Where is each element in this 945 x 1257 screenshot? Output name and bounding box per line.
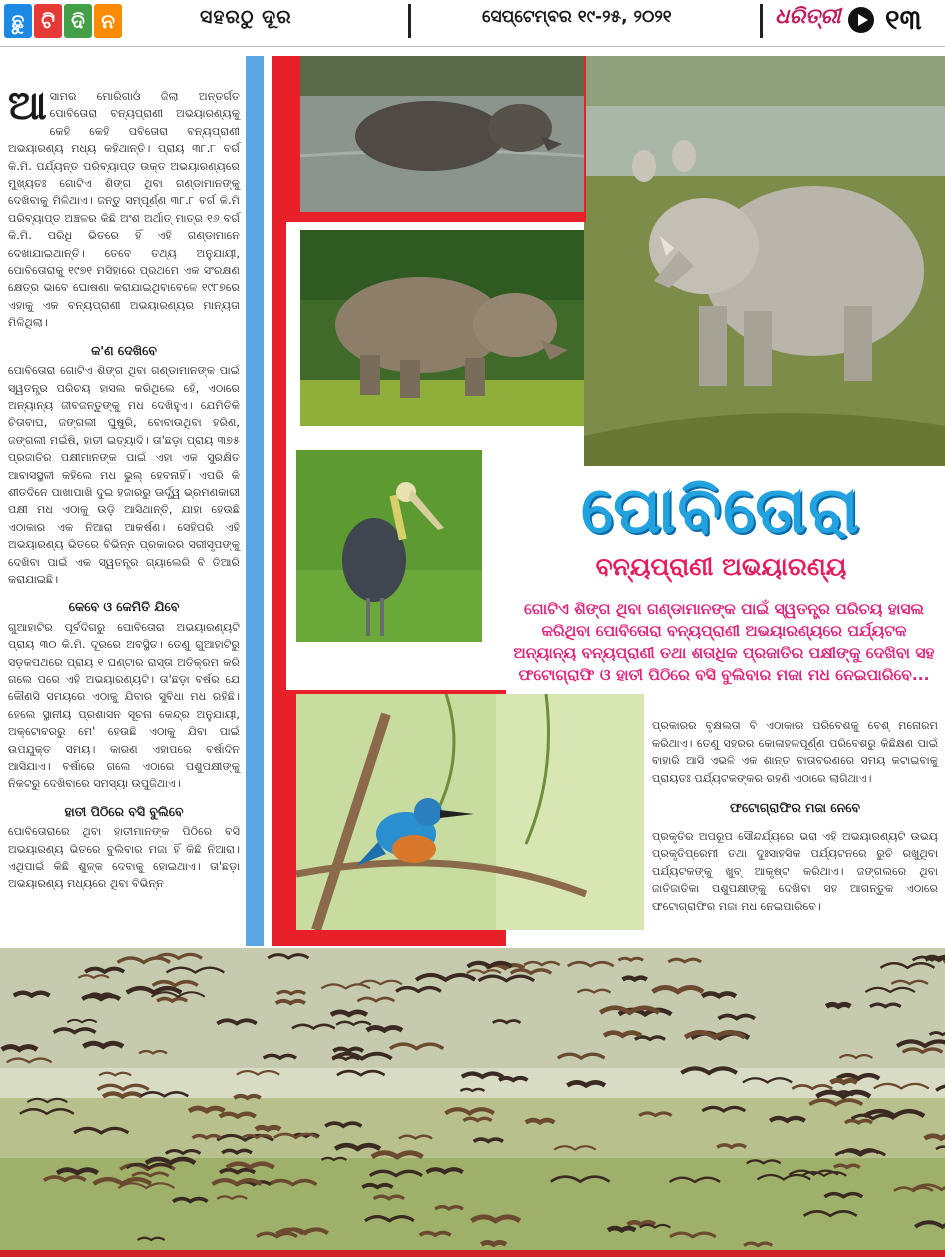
logo-letter: ଛୁ: [4, 4, 32, 38]
bird-shape: [608, 1228, 635, 1230]
issue-date: ସେପ୍ଟେମ୍ବର ୧୯-୨୫, ୨୦୨୧: [482, 7, 672, 27]
bird-shape: [826, 1004, 850, 1006]
header-divider: [760, 4, 763, 38]
bird-shape: [567, 1082, 605, 1085]
decorative-red-bar: [272, 56, 286, 946]
bird-shape: [499, 1078, 527, 1080]
page-number: ୧୩: [885, 3, 922, 36]
bird-shape: [89, 995, 113, 997]
bird-shape: [333, 1049, 363, 1051]
bird-shape: [831, 1080, 857, 1082]
article-subtitle: ବନ୍ୟପ୍ରାଣୀ ଅଭୟାରଣ୍ୟ: [595, 552, 847, 581]
bird-shape: [623, 978, 647, 980]
photo-kingfisher: [296, 694, 644, 930]
article-title: ପୋବିତୋରା: [581, 474, 861, 548]
bird-shape: [256, 1127, 280, 1129]
paragraph-when-how: ଗୁଆହାଟିର ପୂର୍ବଦିଗରୁ ପୋବିତୋରା ଅଭୟାରଣ୍ୟଟି ପ୍ରାୟ ୩୦ କି.ମି. ଦୂରରେ ଅବସ୍ଥିତ। ତେଣୁ ଗୁଆହାଟିରୁ ସଡ଼କପଥରେ ପ୍ରାୟ ୧ ଘଣ୍ଟାର ରାସ୍ତା ଅତିକ୍ରମ କରି ଗଲେ ପରେ ଏହି ଅଭୟାରଣ୍ୟଟି। ତା'ଛଡ଼ା ବର୍ଷର ଯେ କୌଣସି ସମୟରେ ଏଠାକୁ ଯିବାର ସୁବିଧା ମଧ ରହିଛି। ହେଲେ ସ୍ଥାନୀୟ ପ୍ରଶାସନ ସୂଚନା କେନ୍ଦ୍ର ଅନୁଯାୟୀ, ଅକ୍ଟୋବରରୁ ମେ' ହେଉଛି ଏଠାକୁ ଯିବା ପାଇଁ ଉପଯୁକ୍ତ ସମୟ। କାରଣ ଏହାପରେ ବର୍ଷାଦିନ ଆସିଯାଏ। ବର୍ଷାରେ ଗଲେ ଏଠାରେ ପଶୁପକ୍ଷୀଙ୍କୁ ନିକଟରୁ ଦେଖିବାରେ ସମସ୍ୟା ଉପୁଜିଥାଏ।: [8, 620, 240, 791]
logo-letter: ଦି: [64, 4, 92, 38]
paragraph-intro: [8, 83, 240, 332]
paragraph-nature: ପ୍ରକାରର ବୃକ୍ଷଲତା ବି ଏଠାକାର ପରିବେଶକୁ ବେଶ୍ ମନୋରମ କରିଥାଏ। ତେଣୁ ସହରର କୋଳାହଳପୂର୍ଣ୍ଣ ପରିବେଶରୁ କିଛିକ୍ଷଣ ପାଇଁ ବାହାରି ଆସି ଏଭଳି ଏକ ଶାନ୍ତ ବାତାବରଣରେ ସମୟ କଟାଇବାକୁ ପ୍ରାୟତଃ ପର୍ଯ୍ୟଟକଙ୍କର ରହଣି ଏଠାରେ ଲାଗିଥାଏ।: [652, 719, 938, 785]
bird-shape: [925, 1136, 945, 1139]
bird-shape: [14, 993, 50, 996]
bird-shape: [627, 1222, 654, 1224]
bird-shape: [367, 1027, 402, 1030]
page-header: [0, 0, 945, 47]
bird-shape: [845, 1121, 872, 1123]
photo-rhino-walking: [300, 230, 584, 426]
bird-shape: [604, 1033, 641, 1036]
bird-shape: [83, 1043, 123, 1046]
bird-shape: [276, 1001, 305, 1003]
bird-shape: [526, 1120, 554, 1122]
paragraph-what-to-see: ପୋବିତୋରା ଗୋଟିଏ ଶିଙ୍ଗ ଥିବା ଗଣ୍ଡାମାନଙ୍କ ପାଇଁ ସ୍ୱତନ୍ତ୍ର ପରିଚୟ ହାସଲ କରିଥିଲେ ହେଁ, ଏଠାରେ ଅନ୍ୟାନ୍ୟ ଜୀବଜନ୍ତୁଙ୍କୁ ମଧ ଦେଖିହୁଏ। ଯେମିତିକି ଚିତାବାଘ, ଜଙ୍ଗଲୀ ଘୁଷୁରି, ବୋବାଉଥିବା ହରିଣ, ଜଙ୍ଗଲୀ ମଇଁଷି, ହାତୀ ଇତ୍ୟାଦି। ତା'ଛଡ଼ା ପ୍ରାୟ ୩୭୫ ପ୍ରଜାତିର ପକ୍ଷୀମାନଙ୍କ ପାଇଁ ଏହା ଏକ ସୁରକ୍ଷିତ ଆବାସସ୍ଥଳୀ କହିଲେ ମଧ ଭୁଲ୍ ହେବନାହିଁ। ଏପରି କି ଶୀତଦିନେ ପାଖାପାଖି ଦୁଇ ହଜାରରୁ ଊର୍ଦ୍ଧ୍ୱ ଭ୍ରମଣକାରୀ ପକ୍ଷୀ ମଧ ଏଠାକୁ ଉଡ଼ି ଆସିଥାନ୍ତି, ଯାହା ହେଉଛି ଏଠାକାର ଏକ ନିଆରା ଆକର୍ଷଣ। ସେହିପରି ଏହି ଅଭୟାରଣ୍ୟ ଭିତରେ ବିଭିନ୍ନ ପ୍ରକାରର ସରୀସୃପଙ୍କୁ ଦେଖିବା ପାଇଁ ଏକ ସ୍ୱତନ୍ତ୍ର ଗ୍ୟାଲେରି ବି ତିଆରି କରାଯାଇଛି।: [8, 364, 240, 586]
bird-shape: [702, 993, 736, 996]
subheading-photography: ଫଟୋଗ୍ରାଫିର ମଜା ନେବେ: [730, 799, 860, 815]
logo-letter: ନ: [94, 4, 122, 38]
bird-shape: [362, 1185, 392, 1188]
photo-rhino-water: [300, 56, 584, 212]
bird-shape: [189, 1108, 224, 1111]
bird-shape: [420, 1233, 451, 1236]
bird-shape: [481, 1242, 506, 1244]
brand-logo: ଧରିତ୍ରୀ: [775, 4, 841, 28]
photo-stork: [296, 450, 482, 642]
play-icon: [848, 7, 874, 33]
photo-bird-flock: [0, 948, 945, 1257]
bird-shape: [834, 1165, 860, 1167]
article-column-right: [652, 706, 938, 927]
photo-rhino-standing: [584, 56, 945, 466]
bird-shape: [770, 1118, 805, 1121]
subheading-elephant-ride: ହାତୀ ପିଠିରେ ବସି ବୁଲିବେ: [64, 803, 184, 819]
drop-cap: ଆ: [8, 83, 47, 129]
subheading-what-to-see: କ'ଣ ଦେଖିବେ: [91, 342, 157, 358]
article-column-left: [8, 83, 240, 893]
decorative-blue-bar: [246, 56, 264, 946]
bird-shape: [474, 1139, 503, 1141]
subheading-when-how: କେବେ ଓ କେମିତି ଯିବେ: [68, 599, 180, 615]
section-title: ସହରଠୁ ଦୂର: [200, 6, 292, 28]
paragraph-text: ସାମର ମୋରିଗାଓଁ ଜିଲା ଅନ୍ତର୍ଗତ ପୋବିତୋରା ବନ୍ୟପ୍ରାଣୀ ଅଭୟାରଣ୍ୟକୁ କେହି କେହି ପବିତୋରା ବନ୍ୟପ୍ରାଣୀ ଅଭୟାରଣ୍ୟ ମଧ୍ୟ କହିଥାନ୍ତି। ପ୍ରାୟ ୩୮.୮ ବର୍ଗ କି.ମି. ପର୍ଯ୍ୟନ୍ତ ପରିବ୍ୟାପ୍ତ ଉକ୍ତ ଅଭୟାରଣ୍ୟରେ ମୁଖ୍ୟତଃ ଗୋଟିଏ ଶିଙ୍ଗ ଥିବା ଗଣ୍ଡାମାନଙ୍କୁ ଦେଖିବାକୁ ମିଳିଥାଏ। ଜନ୍ତୁ ସମ୍ପୂର୍ଣ୍ଣ ୩୮.୮ ବର୍ଗ କି.ମି ପରିବ୍ୟାପ୍ତ ଅଞ୍ଚଳର କିଛି ଅଂଶ ଅର୍ଥାତ୍ ମାତ୍ର ୧୬ ବର୍ଗ କି.ମି. ପରିଧି ଭିତରେ ହିଁ ଏହି ଗଣ୍ଡାମାନେ ଦେଖାଯାଇଥାନ୍ତି। ତେବେ ତଥ୍ୟ ଅନୁଯାୟୀ, ପୋବିତୋରାକୁ ୧୯୭୧ ମସିହାରେ ପ୍ରଥମେ ଏକ ସଂରକ୍ଷଣ କ୍ଷେତ୍ର ଭାବେ ଘୋଷଣା କରାଯାଇଥିବାବେଳେ ୧୯୮୭ରେ ଏହାକୁ ଏକ ବନ୍ୟପ୍ରାଣୀ ଅଭୟାରଣ୍ୟର ମାନ୍ୟତା ମିଳିଥିଲା।: [8, 90, 240, 330]
section-logo: [4, 4, 122, 38]
bird-shape: [234, 1096, 260, 1098]
paragraph-photography: ପ୍ରକୃତିର ଅପରୂପ ସୌନ୍ଦର୍ଯ୍ୟରେ ଭରା ଏହି ଅଭୟାରଣ୍ୟଟି ଉଭୟ ପ୍ରକୃତିପ୍ରେମୀ ତଥା ଦୁଃସାହସିକ ପର୍ଯ୍ୟଟନରେ ରୁଚି ରଖୁଥିବା ପର୍ଯ୍ୟଟକଙ୍କୁ ଖୁବ୍ ଆକୃଷ୍ଟ କରିଥାଏ। ଜଙ୍ଗଲରେ ଥିବା ଜାତିଜାତିକା ପଶୁପକ୍ଷୀଙ୍କୁ ଦେଖିବା ସହ ଆଗନ୍ତୁକ ଏଠାରେ ଫଟୋଗ୍ରାଫିର ମଜା ମଧ ନେଇପାରିବେ।: [652, 829, 938, 913]
header-divider: [408, 4, 411, 38]
article-standfirst: ଗୋଟିଏ ଶିଙ୍ଗ ଥିବା ଗଣ୍ଡାମାନଙ୍କ ପାଇଁ ସ୍ୱତନ୍ତ୍ର ପରିଚୟ ହାସଲ କରିଥିବା ପୋବିତୋରା ବନ୍ୟପ୍ରାଣୀ ଅଭୟାରଣ୍ୟରେ ପର୍ଯ୍ୟଟକ ଅନ୍ୟାନ୍ୟ ବନ୍ୟପ୍ରାଣୀ ତଥା ଶତାଧିକ ପ୍ରଜାତିର ପକ୍ଷୀଙ୍କୁ ଦେଖିବା ସହ ଫଟୋଗ୍ରାଫି ଓ ହାତୀ ପିଠିରେ ବସି ବୁଲିବାର ମଜା ମଧ ନେଇପାରିବେ...: [513, 600, 935, 684]
bird-shape: [331, 1012, 367, 1015]
footer-stripe: [0, 1250, 945, 1257]
paragraph-elephant-ride: ପୋବିତୋରାରେ ଥିବା ହାତୀମାନଙ୍କ ପିଠିରେ ବସି ଅଭୟାରଣ୍ୟ ଭିତରେ ବୁଲିବାର ମଜା ହିଁ କିଛି ନିଆରା। ଏଥିପାଇଁ କିଛି ଶୁଳ୍କ ଦେବାକୁ ହୋଇଥାଏ। ତା'ଛଡ଼ା ଅଭୟାରଣ୍ୟ ମଧ୍ୟରେ ଥିବା ବିଭିନ୍ନ: [8, 825, 240, 891]
logo-letter: ଟି: [34, 4, 62, 38]
bird-shape: [2, 1047, 37, 1050]
